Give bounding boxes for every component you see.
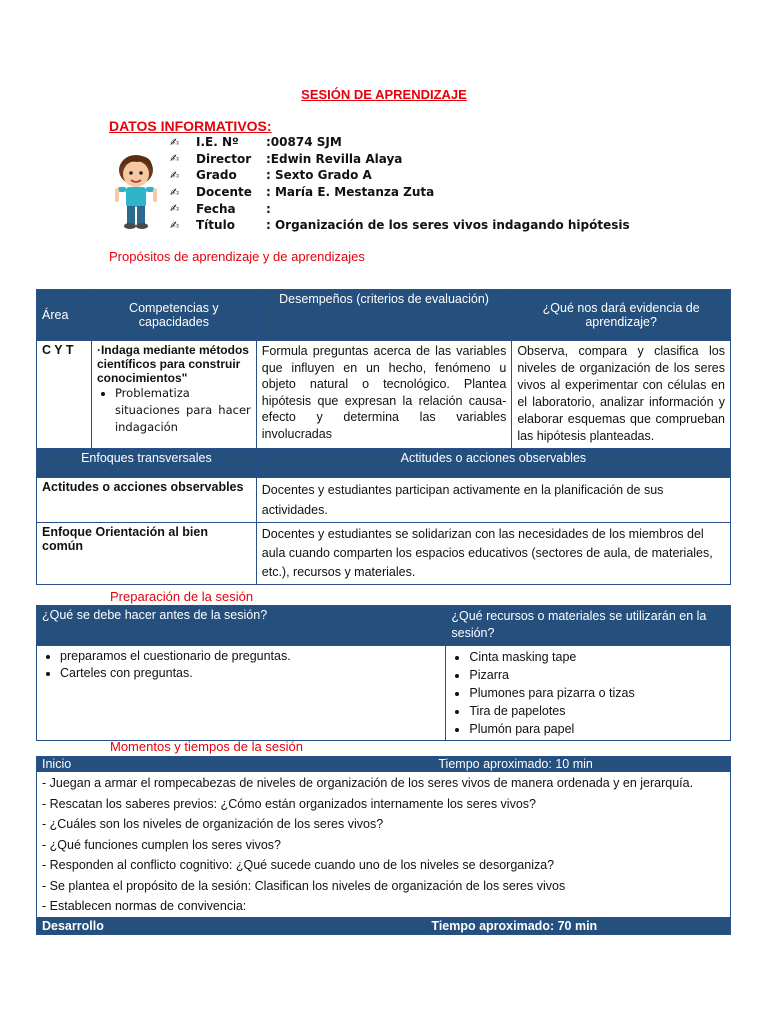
header-desempenos: Desempeños (criterios de evaluación) bbox=[256, 290, 512, 341]
desarrollo-header: Desarrollo bbox=[37, 918, 426, 935]
pencil-icon: ✍ bbox=[170, 152, 180, 166]
recursos-cell bbox=[446, 646, 731, 741]
desempeno-cell: Formula preguntas acerca de las variables que influyen en un hecho, fenómeno u objeto natural o tecnológico. Plantea hipótesis que expresan la relación causa-efecto y determina las variables involucradas bbox=[256, 341, 512, 449]
antes-list bbox=[42, 648, 440, 682]
list-item: • Problematiza situaciones para hacer indagación bbox=[115, 385, 251, 436]
inicio-content bbox=[37, 772, 731, 919]
list-item: • Tira de papelotes bbox=[469, 702, 725, 720]
header-evidencia: ¿Qué nos dará evidencia de aprendizaje? bbox=[512, 290, 731, 341]
list-item: • Pizarra bbox=[469, 666, 725, 684]
actitudes-header: Actitudes o acciones observables bbox=[256, 449, 730, 478]
info-label: Fecha bbox=[196, 201, 236, 216]
info-value: :Edwin Revilla Alaya bbox=[266, 151, 403, 166]
info-label: Docente bbox=[196, 185, 252, 200]
datos-informativos-title: DATOS INFORMATIVOS: bbox=[109, 118, 272, 134]
list-item: • Cinta masking tape bbox=[469, 648, 725, 666]
row1-text: Docentes y estudiantes participan activamente en la planificación de sus actividades. bbox=[256, 478, 730, 523]
pencil-icon: ✍ bbox=[170, 202, 180, 216]
enfoques-header: Enfoques transversales bbox=[37, 449, 257, 478]
desarrollo-tiempo: Tiempo aproximado: 70 min bbox=[426, 918, 731, 935]
list-item: • Plumón para papel bbox=[469, 720, 725, 738]
info-value: :00874 SJM bbox=[266, 135, 342, 150]
list-item: • Carteles con preguntas. bbox=[60, 665, 440, 682]
info-row-titulo bbox=[170, 217, 630, 234]
list-item: - Responden al conflicto cognitivo: ¿Qué sucede cuando uno de los niveles se desorganiza? bbox=[42, 858, 555, 872]
header-antes: ¿Qué se debe hacer antes de la sesión? bbox=[37, 606, 446, 646]
list-item: - Se plantea el propósito de la sesión: Clasifican los niveles de organización de los seres vivos bbox=[42, 878, 566, 893]
capacidades-list bbox=[97, 385, 251, 436]
list-item: - ¿Qué funciones cumplen los seres vivos? bbox=[42, 837, 281, 852]
evidencia-cell: Observa, compara y clasifica los niveles de organización de los seres vivos al experimentar con células en el laboratorio, analizar información y elaborar esquemas que comprueban las hipótesis planteadas. bbox=[512, 341, 731, 449]
list-item: • preparamos el cuestionario de preguntas. bbox=[60, 648, 440, 665]
antes-cell bbox=[37, 646, 446, 741]
info-label: Grado bbox=[196, 168, 237, 183]
page-title: SESIÓN DE APRENDIZAJE bbox=[301, 87, 467, 102]
pencil-icon: ✍ bbox=[170, 168, 180, 182]
row2-text: Docentes y estudiantes se solidarizan con las necesidades de los miembros del aula cuando comparten los espacios educativos (sectores de aula, de materiales, etc.), recursos y materiales. bbox=[256, 523, 730, 585]
info-label: Título bbox=[196, 218, 235, 233]
momentos-table bbox=[36, 756, 731, 919]
momentos-title: Momentos y tiempos de la sesión bbox=[110, 739, 303, 754]
recursos-list bbox=[451, 648, 725, 738]
list-item: - Rescatan los saberes previos: ¿Cómo están organizados internamente los seres vivos? bbox=[42, 796, 536, 811]
header-recursos: ¿Qué recursos o materiales se utilizarán en la sesión? bbox=[446, 606, 731, 646]
info-row-grado bbox=[170, 167, 630, 184]
info-row-ie bbox=[170, 134, 630, 151]
row2-label: Enfoque Orientación al bien común bbox=[37, 523, 257, 585]
header-competencias: Competencias y capacidades bbox=[91, 290, 256, 341]
info-value: : María E. Mestanza Zuta bbox=[266, 185, 435, 200]
info-label: I.E. Nº bbox=[196, 135, 239, 150]
preparacion-title: Preparación de la sesión bbox=[110, 589, 254, 604]
info-value: : Sexto Grado A bbox=[266, 168, 372, 183]
list-item: - ¿Cuáles son los niveles de organización de los seres vivos? bbox=[42, 817, 384, 831]
info-row-docente bbox=[170, 184, 630, 201]
inicio-header: Inicio bbox=[37, 757, 433, 772]
info-row-fecha bbox=[170, 200, 630, 217]
pencil-icon: ✍ bbox=[170, 218, 180, 232]
info-row-director bbox=[170, 151, 630, 168]
list-item: - Juegan a armar el rompecabezas de niveles de organización de los seres vivos de manera ordenada y en jerarquía. bbox=[42, 776, 694, 790]
area-cell: C Y T bbox=[37, 341, 92, 449]
competencia-cell bbox=[91, 341, 256, 449]
boy-illustration bbox=[107, 150, 165, 232]
info-value: : Organización de los seres vivos indagando hipótesis bbox=[266, 218, 630, 233]
info-label: Director bbox=[196, 151, 252, 166]
pencil-icon: ✍ bbox=[170, 135, 180, 149]
preparacion-table bbox=[36, 605, 731, 741]
info-value: : bbox=[266, 201, 271, 216]
pencil-icon: ✍ bbox=[170, 185, 180, 199]
inicio-tiempo: Tiempo aproximado: 10 min bbox=[433, 757, 731, 772]
list-item: • Plumones para pizarra o tizas bbox=[469, 684, 725, 702]
row1-label: Actitudes o acciones observables bbox=[37, 478, 257, 523]
list-item: - Establecen normas de convivencia: bbox=[42, 899, 247, 913]
datos-informativos-list bbox=[170, 134, 630, 234]
competencia-text: ·Indaga mediante métodos científicos para construir conocimientos" bbox=[96, 343, 249, 385]
header-area: Área bbox=[37, 290, 92, 341]
competencias-table bbox=[36, 289, 731, 585]
propositos-title: Propósitos de aprendizaje y de aprendizajes bbox=[109, 249, 365, 264]
desarrollo-table bbox=[36, 917, 731, 935]
